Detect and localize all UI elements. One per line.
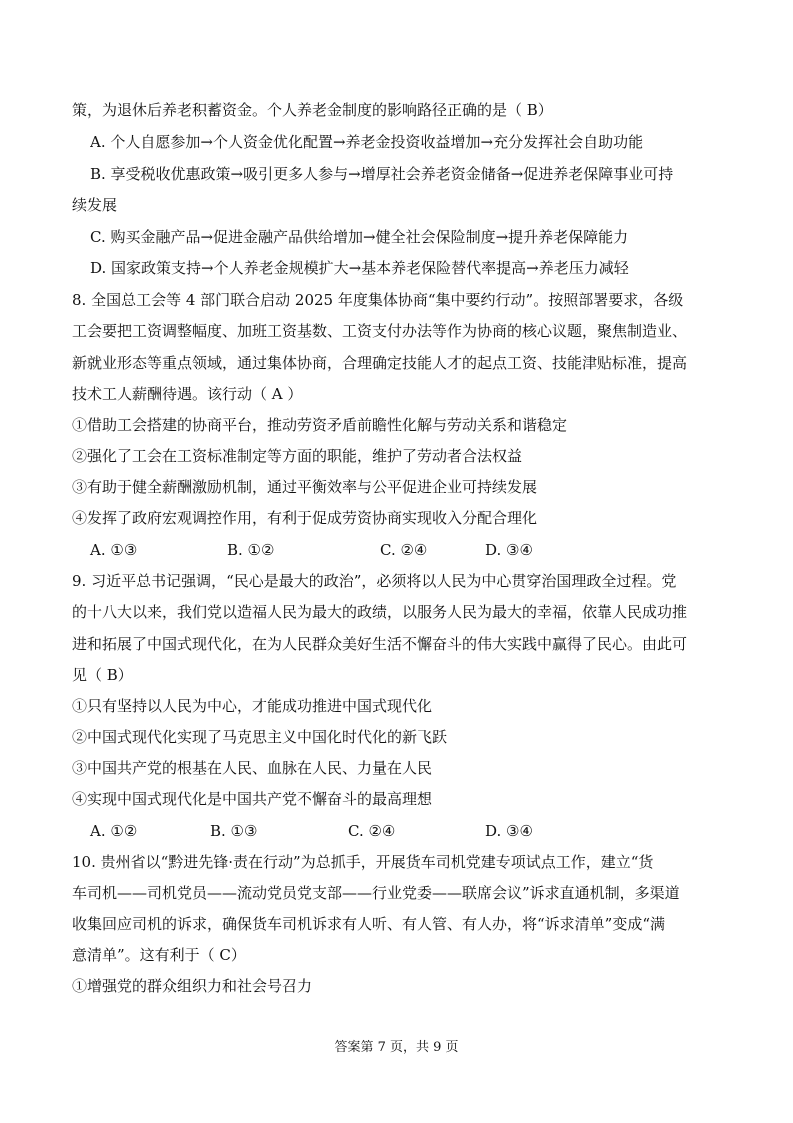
- q9-choice-c: C. ②④: [348, 822, 396, 840]
- q9-stem-line: 9. 习近平总书记强调，“民心是最大的政治”，必须将以人民为中心贯穿治国理政全过程。党: [72, 572, 677, 590]
- q8-choice-a: A. ①③: [90, 541, 138, 559]
- q10-stem-line: 收集回应司机的诉求，确保货车司机诉求有人听、有人管、有人办，将“诉求清单”变成“满: [72, 915, 666, 933]
- q7-option-c: C. 购买金融产品→促进金融产品供给增加→健全社会保险制度→提升养老保障能力: [90, 228, 629, 246]
- q8-statement: ③有助于健全薪酬激励机制，通过平衡效率与公平促进企业可持续发展: [72, 478, 538, 496]
- q8-stem-line: 工会要把工资调整幅度、加班工资基数、工资支付办法等作为协商的核心议题，聚焦制造业、: [72, 322, 688, 340]
- q8-choices: [90, 540, 690, 560]
- q8-statement: ④发挥了政府宏观调控作用，有利于促成劳资协商实现收入分配合理化: [72, 509, 538, 527]
- q8-statement: ①借助工会搭建的协商平台，推动劳资矛盾前瞻性化解与劳动关系和谐稳定: [72, 416, 568, 434]
- q9-choice-b: B. ①③: [210, 822, 258, 840]
- q8-choice-d: D. ③④: [485, 541, 533, 559]
- q9-choice-a: A. ①②: [90, 822, 138, 840]
- q10-stem-line: 10. 贵州省以“黔进先锋·责在行动”为总抓手，开展货车司机党建专项试点工作，建立“货: [72, 853, 654, 871]
- q9-statement: ④实现中国式现代化是中国共产党不懈奋斗的最高理想: [72, 790, 433, 808]
- q8-choice-b: B. ①②: [227, 541, 275, 559]
- q10-stem-line: 车司机——司机党员——流动党员党支部——行业党委——联席会议”诉求直通机制，多渠道: [72, 884, 680, 902]
- q9-stem-line: 的十八大以来，我们党以造福人民为最大的政绩，以服务人民为最大的幸福，依靠人民成功推: [72, 603, 688, 621]
- q9-choice-d: D. ③④: [485, 822, 533, 840]
- q10-stem-line: 意清单”。这有利于（ C）: [72, 946, 246, 964]
- q8-stem-line: 8. 全国总工会等 4 部门联合启动 2025 年度集体协商“集中要约行动”。按照部署要求，各级: [72, 291, 684, 309]
- q9-stem-line: 见（ B）: [72, 666, 133, 684]
- q8-stem-line: 新就业形态等重点领域，通过集体协商，合理确定技能人才的起点工资、技能津贴标准，提高: [72, 354, 688, 372]
- q7-stem-end: 策，为退休后养老积蓄资金。个人养老金制度的影响路径正确的是（ B）: [72, 101, 553, 119]
- q9-stem-line: 进和拓展了中国式现代化，在为人民群众美好生活不懈奋斗的伟大实践中赢得了民心。由此可: [72, 635, 688, 653]
- q8-statement: ②强化了工会在工资标准制定等方面的职能，维护了劳动者合法权益: [72, 447, 523, 465]
- q9-statement: ①只有坚持以人民为中心，才能成功推进中国式现代化: [72, 697, 433, 715]
- q9-statement: ③中国共产党的根基在人民、血脉在人民、力量在人民: [72, 759, 433, 777]
- page-footer: 答案第 7 页，共 9 页: [334, 1040, 459, 1055]
- q7-option-d: D. 国家政策支持→个人养老金规模扩大→基本养老保险替代率提高→养老压力减轻: [90, 259, 629, 277]
- q7-option-b-cont: 续发展: [72, 196, 118, 214]
- q7-option-b: B. 享受税收优惠政策→吸引更多人参与→增厚社会养老资金储备→促进养老保障事业可持: [90, 165, 674, 183]
- q8-stem-line: 技术工人薪酬待遇。该行动（ A ）: [72, 385, 303, 403]
- q8-choice-c: C. ②④: [380, 541, 428, 559]
- q9-choices: [90, 821, 690, 841]
- q9-statement: ②中国式现代化实现了马克思主义中国化时代化的新飞跃: [72, 728, 448, 746]
- q10-statement: ①增强党的群众组织力和社会号召力: [72, 977, 313, 995]
- q7-option-a: A. 个人自愿参加→个人资金优化配置→养老金投资收益增加→充分发挥社会自助功能: [90, 133, 644, 151]
